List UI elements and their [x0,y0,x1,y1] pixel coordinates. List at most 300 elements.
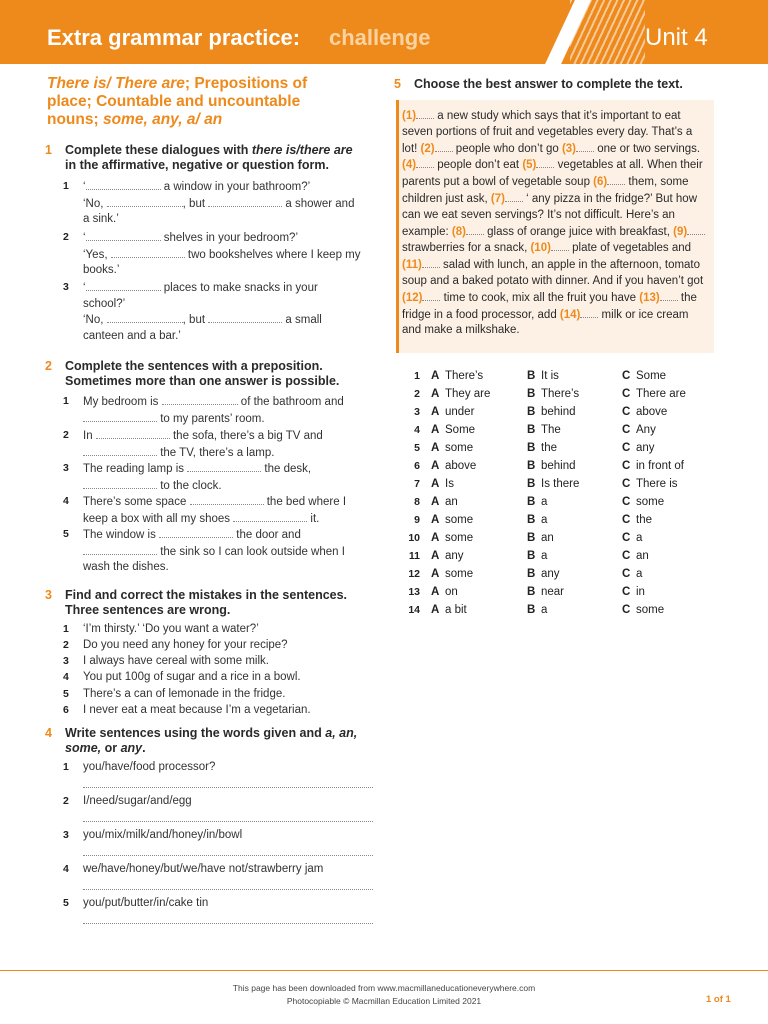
item-text: I/need/sugar/and/egg [83,795,192,807]
page-title-accent: challenge [329,25,431,50]
item-text: , but [182,197,209,210]
item-text: you/have/food processor? [83,761,216,773]
exercise-4-title [45,726,375,756]
option-b[interactable]: the [541,442,557,454]
item-number: 1 [63,395,69,407]
unit-label: Unit 4 [645,24,708,51]
answer-blank[interactable] [162,394,238,405]
item-number: 2 [63,639,69,651]
option-b[interactable]: near [541,586,565,598]
exercise-5-title [394,77,734,92]
answer-blank[interactable] [83,478,157,489]
option-letter-c: C [622,406,631,418]
exercise-4-item [63,862,324,878]
option-c[interactable]: in [636,586,645,598]
exercise-4-item [63,828,243,844]
option-letter-c: C [622,550,631,562]
exercise-2-item [63,394,378,427]
option-row [400,442,700,460]
item-text: ‘ [83,181,86,193]
question-number: 3 [414,406,420,418]
option-letter-a: A [431,424,440,436]
heading-part: There are [115,75,185,92]
option-b[interactable]: any [541,568,560,580]
answer-blank[interactable] [416,157,434,168]
option-letter-b: B [527,604,536,616]
option-c[interactable]: Some [636,370,667,382]
item-text: ‘I’m thirsty.’ ‘Do you want a water?’ [83,623,259,635]
passage-text: vegetables at all. When their parents put a bowl of vegetable soup [402,159,703,189]
option-letter-b: B [527,532,536,544]
item-text: the desk, [261,463,312,475]
item-text: a window in your bathroom?’ [160,181,311,193]
item-text: places to make snacks in your [160,282,318,294]
exercise-number: 4 [45,726,52,740]
exercise-instruction: Complete these dialogues with [65,143,252,157]
footer-copyright: Photocopiable © Macmillan Education Limited 2021 [286,996,482,1006]
option-letter-b: B [527,424,536,436]
item-text: , but [182,314,209,326]
answer-line[interactable] [83,923,373,924]
exercise-4-item [63,760,216,776]
item-text: There’s a can of lemonade in the fridge. [83,688,286,700]
option-a[interactable]: any [445,550,464,562]
option-letter-c: C [622,442,631,454]
option-letter-a: A [431,478,440,490]
option-c[interactable]: There is [636,478,678,490]
item-number: 2 [63,429,69,441]
heading-part: some, any, a [102,111,196,128]
option-b[interactable]: behind [541,406,576,418]
item-text: you/mix/milk/and/honey/in/bowl [83,829,243,841]
item-number: 3 [63,281,69,293]
exercise-instruction: or [101,741,121,755]
gap-number: (1) [402,110,417,122]
exercise-instruction: Find and correct the mistakes in the sentences. [65,588,348,602]
passage-text: ‘ any pizza in the fridge?’ But how can we eat seven servings? It’s not difficult. Here’s an example: [402,192,698,238]
answer-blank[interactable] [536,157,554,168]
exercise-instruction: there is/there are [251,143,353,157]
item-number: 4 [63,671,69,683]
heading-part: There is [47,75,107,92]
exercise-2-item [63,428,378,461]
option-row [400,460,700,478]
option-letter-b: B [527,406,536,418]
option-b[interactable]: Is there [541,478,580,490]
option-a[interactable]: some [445,514,474,526]
option-letter-c: C [622,568,631,580]
item-text: You put 100g of sugar and a rice in a bowl. [83,671,301,683]
exercise-3-item [63,687,286,703]
option-b[interactable]: an [541,532,554,544]
exercise-2-title [45,359,375,389]
option-row [400,496,700,514]
answer-blank[interactable] [83,411,157,422]
item-number: 5 [63,688,69,700]
item-number: 5 [63,897,69,909]
option-a[interactable]: Is [445,478,454,490]
item-text: the sofa, there’s a big TV and [169,430,323,442]
item-text: The reading lamp is [83,463,188,475]
answer-blank[interactable] [83,544,157,555]
answer-blank[interactable] [86,230,161,241]
answer-blank[interactable] [422,257,440,268]
item-number: 6 [63,704,69,716]
passage-text: a new study which says that it’s important to eat seven portions of fruit and vegetables every day. That’s a lot! [402,110,693,155]
exercise-number: 2 [45,359,52,373]
item-number: 1 [63,180,69,192]
item-text: canteen and a bar.’ [83,329,181,342]
option-letter-a: A [431,604,440,616]
item-number: 1 [63,761,69,773]
item-text: ‘ [83,282,86,294]
item-number: 4 [63,863,69,875]
gap-number: (6) [593,176,608,189]
item-text: ‘No, [83,197,107,210]
heading-part: ; Prepositions of [184,75,308,92]
answer-blank[interactable] [660,290,678,301]
option-c[interactable]: There are [636,388,686,400]
item-text: books.’ [83,264,120,276]
answer-blank[interactable] [208,312,282,323]
option-letter-c: C [622,586,631,598]
passage-text: glass of orange juice with breakfast, [483,225,674,238]
question-number: 11 [408,550,420,562]
answer-blank[interactable] [580,307,598,318]
option-b[interactable]: There’s [541,388,580,400]
exercise-instruction: in the affirmative, negative or question form. [65,158,329,172]
footer-divider [0,970,768,971]
answer-line[interactable] [83,889,373,890]
exercise-instruction: Write sentences using the words given and [65,726,326,740]
item-text: keep a box with all my shoes [83,512,234,525]
item-text: ‘ [83,232,86,244]
question-number: 10 [408,532,420,544]
answer-blank[interactable] [107,312,183,323]
item-number: 2 [63,231,69,243]
option-b[interactable]: a [541,550,548,562]
gap-number: (10) [530,242,551,255]
item-text: the TV, there’s a lamp. [157,446,275,459]
question-number: 1 [414,370,420,382]
gap-number: (4) [402,159,417,172]
item-text: My bedroom is [83,396,162,408]
option-b[interactable]: a [541,514,548,526]
exercise-4-item [63,794,192,810]
option-letter-b: B [527,388,536,400]
option-a[interactable]: They are [445,388,491,400]
page-title: Extra grammar practice: [47,25,301,50]
question-number: 4 [414,424,420,436]
item-text: ‘No, [83,314,107,326]
answer-blank[interactable] [111,247,185,258]
exercise-3-item [63,670,301,686]
option-letter-a: A [431,532,440,544]
item-text: Do you need any honey for your recipe? [83,639,288,651]
exercise-number: 1 [45,143,52,157]
option-a[interactable]: a bit [445,604,467,616]
option-letter-b: B [527,514,536,526]
passage-text: salad with lunch, an apple in the afternoon, tomato soup and a baked potato with dinner. And if you haven’t got [402,259,704,287]
exercise-3-item [63,703,311,719]
exercise-1-item [63,280,378,344]
item-text: ‘Yes, [83,248,111,261]
answer-blank[interactable] [505,191,523,202]
option-c[interactable]: some [636,604,665,616]
heading-part: an [204,111,223,128]
gap-number: (8) [451,225,466,238]
item-text: I never eat a meat because I’m a vegetarian. [83,704,311,716]
option-row [400,388,700,406]
answer-blank[interactable] [687,224,705,235]
exercise-3-item [63,622,259,638]
option-letter-b: B [527,550,536,562]
answer-blank[interactable] [466,224,484,235]
option-letter-c: C [622,460,631,472]
answer-blank[interactable] [159,527,233,538]
passage-text: time to cook, mix all the fruit you have [440,291,640,304]
item-text: a shower and [282,197,355,210]
gap-number: (2) [420,142,435,155]
exercise-instruction: Complete the sentences with a preposition. [65,359,323,373]
option-c[interactable]: in front of [636,460,684,472]
exercise-3-item [63,638,288,654]
item-text: a small [282,314,322,326]
item-text: the sink so I can look outside when I [157,545,345,558]
option-a[interactable]: an [445,496,458,508]
question-number: 13 [408,586,420,598]
footer-download-note: This page has been downloaded from www.macmillaneducationeverywhere.com [232,983,536,993]
option-c[interactable]: any [636,442,655,454]
heading-part: nouns; [47,111,103,128]
question-number: 2 [414,388,420,400]
option-letter-c: C [622,604,631,616]
answer-line[interactable] [83,855,373,856]
section-heading [47,75,377,129]
question-number: 6 [414,460,420,472]
option-letter-b: B [527,586,536,598]
passage-text: one or two servings. [594,142,701,155]
gap-number: (12) [402,291,423,304]
option-letter-b: B [527,442,536,454]
item-text: of the bathroom and [237,396,344,408]
option-row [400,406,700,424]
option-letter-c: C [622,496,631,508]
option-b[interactable]: The [541,424,561,436]
option-c[interactable]: Any [636,424,656,436]
passage-text: people who don’t go [452,142,562,155]
page-number: 1 of 1 [706,994,731,1005]
option-letter-a: A [431,586,440,598]
option-letter-b: B [527,496,536,508]
exercise-3-item [63,654,269,670]
option-letter-b: B [527,568,536,580]
option-row [400,514,700,532]
passage-text: people don’t eat [434,159,523,172]
passage-text: plate of vegetables and [568,242,692,255]
item-text: I always have cereal with some milk. [83,655,269,667]
banner-stripes [570,0,645,64]
option-letter-c: C [622,532,631,544]
exercise-instruction: Sometimes more than one answer is possible. [65,374,340,388]
passage-text: milk or ice cream and make a milkshake. [402,308,689,337]
option-a[interactable]: above [445,460,477,472]
question-number: 9 [414,514,420,526]
option-letter-a: A [431,568,440,580]
option-c[interactable]: some [636,496,665,508]
option-a[interactable]: some [445,532,474,544]
item-text: you/put/butter/in/cake tin [83,897,209,909]
answer-blank[interactable] [551,240,569,251]
answer-blank[interactable] [86,280,161,291]
question-number: 12 [408,568,420,580]
gap-number: (5) [522,159,537,172]
item-text: The window is [83,529,160,541]
answer-blank[interactable] [208,196,282,207]
answer-blank[interactable] [576,141,594,152]
exercise-1-item [63,230,378,279]
option-row [400,550,700,568]
question-number: 8 [414,496,420,508]
option-letter-c: C [622,370,631,382]
option-letter-c: C [622,424,631,436]
exercise-3-title [45,588,375,618]
option-a[interactable]: Some [445,424,476,436]
option-letter-a: A [431,442,440,454]
answer-blank[interactable] [233,511,307,522]
option-letter-a: A [431,460,440,472]
item-number: 5 [63,528,69,540]
passage-text: strawberries for a snack, [402,242,531,255]
answer-blank[interactable] [96,428,170,439]
option-row [400,424,700,442]
option-row [400,568,700,586]
exercise-number: 3 [45,588,52,602]
item-text: it. [307,512,320,525]
header-banner [0,0,768,64]
option-row [400,586,700,604]
option-letter-a: A [431,514,440,526]
gap-number: (13) [639,291,660,304]
gap-number: (3) [561,142,577,155]
option-letter-c: C [622,478,631,490]
option-c[interactable]: the [636,514,652,526]
option-b[interactable]: behind [541,460,576,472]
option-letter-b: B [527,460,536,472]
gap-number: (7) [490,192,505,205]
answer-blank[interactable] [86,179,161,190]
exercise-2-item [63,461,378,494]
item-number: 4 [63,495,69,507]
item-text: to the clock. [157,479,222,492]
answer-blank[interactable] [422,290,440,301]
answer-line[interactable] [83,787,373,788]
answer-blank[interactable] [435,141,453,152]
answer-line[interactable] [83,821,373,822]
option-a[interactable]: There’s [445,370,484,382]
option-a[interactable]: under [445,406,475,418]
item-text: to my parents’ room. [157,412,265,425]
option-c[interactable]: an [636,550,649,562]
option-b[interactable]: a [541,604,548,616]
item-text: the bed where I [263,496,347,508]
exercise-4-item [63,896,209,912]
item-number: 3 [63,462,69,474]
option-row [400,370,700,388]
gap-number: (9) [673,225,688,238]
answer-blank[interactable] [190,494,264,505]
exercise-instruction: some, [65,741,102,755]
item-number: 3 [63,655,69,667]
option-c[interactable]: a [636,568,643,580]
item-text: we/have/honey/but/we/have not/strawberry jam [83,863,324,875]
question-number: 7 [414,478,420,490]
option-letter-a: A [431,496,440,508]
option-row [400,478,700,496]
passage-text: the fridge in a food processor, add [402,291,697,321]
question-number: 5 [414,442,420,454]
option-b[interactable]: It is [541,370,559,382]
heading-part: / [195,111,205,128]
item-text: wash the dishes. [83,561,169,573]
exercise-instruction: any [120,741,143,755]
answer-blank[interactable] [416,108,434,119]
answer-blank[interactable] [607,174,625,185]
item-text: the door and [233,529,301,541]
option-letter-a: A [431,370,440,382]
item-number: 1 [63,623,69,635]
option-letter-a: A [431,406,440,418]
exercise-instruction: . [142,741,146,755]
item-text: In [83,430,96,442]
heading-part: place; Countable and uncountable [47,93,301,110]
answer-blank[interactable] [83,445,157,456]
option-letter-b: B [527,478,536,490]
item-text: a sink.’ [83,213,119,225]
item-text: two bookshelves where I keep my [184,248,361,261]
option-letter-c: C [622,388,631,400]
passage-text: them, some children just ask, [402,176,689,205]
option-c[interactable]: a [636,532,643,544]
option-a[interactable]: on [445,586,458,598]
heading-part: / [106,75,116,92]
exercise-number: 5 [394,77,401,91]
exercise-1-title [45,143,375,173]
option-letter-a: A [431,550,440,562]
option-letter-a: A [431,388,440,400]
option-row [400,532,700,550]
option-b[interactable]: a [541,496,548,508]
exercise-instruction: a, an, [325,726,358,740]
option-letter-b: B [527,370,536,382]
option-a[interactable]: some [445,442,474,454]
exercise-instruction: Choose the best answer to complete the text. [414,77,683,91]
reading-passage [402,108,708,339]
option-letter-c: C [622,514,631,526]
answer-blank[interactable] [187,461,261,472]
item-number: 2 [63,795,69,807]
gap-number: (11) [402,259,422,272]
exercise-2-item [63,494,378,527]
option-a[interactable]: some [445,568,474,580]
item-text: shelves in your bedroom?’ [160,232,298,244]
item-text: There’s some space [83,496,190,508]
option-c[interactable]: above [636,406,668,418]
exercise-2-item [63,527,378,576]
answer-blank[interactable] [107,196,183,207]
gap-number: (14) [559,308,581,321]
question-number: 14 [408,604,420,616]
